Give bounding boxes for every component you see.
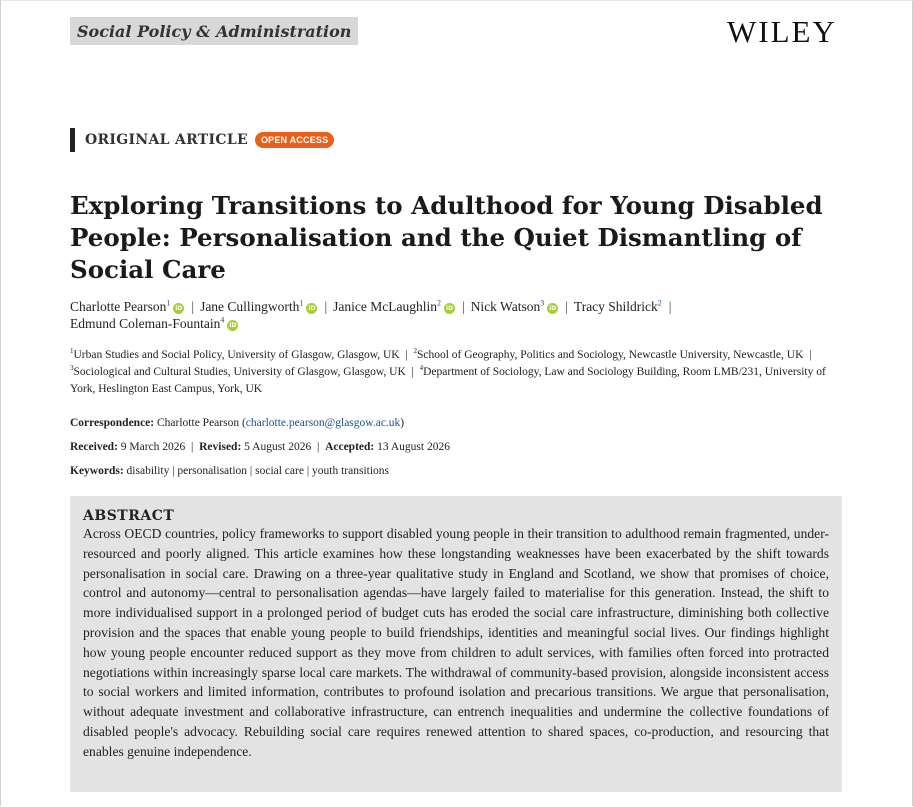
correspondence-email-link[interactable]: charlotte.pearson@glasgow.ac.uk	[245, 417, 401, 429]
affiliation-number: 1	[70, 347, 74, 356]
keyword[interactable]: youth transitions	[312, 465, 390, 477]
accepted-date: 13 August 2026	[377, 441, 450, 453]
orcid-icon[interactable]: iD	[549, 305, 557, 312]
author-affiliation-ref[interactable]: 2	[436, 298, 441, 308]
orcid-icon[interactable]: iD	[308, 305, 316, 312]
author-name[interactable]: Edmund Coleman-Fountain	[70, 316, 221, 331]
article-type-label: ORIGINAL ARTICLE	[85, 132, 248, 148]
affiliation-text: School of Geography, Politics and Sociology, Newcastle University, Newcastle, UK	[416, 349, 804, 361]
separator: |	[314, 441, 323, 453]
article-type-header	[70, 128, 334, 152]
author-name[interactable]: Jane Cullingworth	[200, 299, 300, 314]
type-bar-icon	[70, 128, 75, 152]
author-name[interactable]: Janice McLaughlin	[333, 299, 437, 314]
affiliations	[70, 347, 840, 398]
separator: |	[408, 366, 417, 378]
author[interactable]	[471, 299, 559, 314]
affiliation-text: Urban Studies and Social Policy, University of Glasgow, Glasgow, UK	[73, 349, 400, 361]
publisher-logo[interactable]: WILEY	[727, 14, 837, 49]
affiliation-text: Sociological and Cultural Studies, University of Glasgow, Glasgow, UK	[73, 366, 406, 378]
separator: |	[565, 299, 568, 314]
keyword[interactable]: social care	[255, 465, 304, 477]
article-dates	[70, 441, 840, 453]
journal-name[interactable]: Social Policy & Administration	[70, 17, 358, 45]
author[interactable]	[70, 299, 184, 314]
author-affiliation-ref[interactable]: 1	[166, 298, 171, 308]
abstract-text: Across OECD countries, policy frameworks to support disabled young people in their transition to adulthood remain fragmented, under-resourced and poorly aligned. This article examines how these longstanding weaknesses have been exacerbated by the shift towards personalisation in social care. Drawing on a three-year qualitative study in England and Scotland, we show that promises of choice, control and autonomy—central to personalisation agendas—have largely failed to materialise for this generation. Instead, the shift to more individualised support in a prolonged period of budget cuts has eroded the social care infrastructure, diminishing both collective provision and the spaces that enable young people to build friendships, identities and meaningful social lives. Our findings highlight how young people encounter reduced support as they move from children to adult services, with families often forced into protracted negotiations within increasingly sparse local care markets. The withdrawal of community-based provision, alongside inconsistent access to social workers and limited information, contributes to profound isolation and precarious transitions. We argue that personalisation, without adequate investment and collaborative infrastructure, can entrench inequalities and undermine the collective foundations of disabled people's advocacy. Rebuilding social care requires renewed attention to shared spaces, co-production, and resourcing that enables genuine independence.	[83, 526, 829, 759]
revised-label: Revised:	[199, 441, 242, 453]
abstract-section	[70, 496, 842, 792]
affiliation-number: 3	[70, 364, 74, 373]
author[interactable]	[333, 299, 455, 314]
author-affiliation-ref[interactable]: 1	[299, 298, 304, 308]
correspondence: Correspondence: Charlotte Pearson (charlotte.pearson@glasgow.ac.uk)	[70, 417, 405, 429]
received-date: 9 March 2026	[120, 441, 186, 453]
affiliation-text: Department of Sociology, Law and Sociology Building, Room LMB/231, University of York, Heslington East Campus, York, UK	[70, 366, 826, 395]
separator: |	[806, 349, 815, 361]
abstract-heading: ABSTRACT	[83, 508, 175, 524]
separator: |	[324, 299, 328, 314]
keyword[interactable]: disability	[126, 465, 170, 477]
author-name[interactable]: Nick Watson	[470, 299, 541, 314]
orcid-icon[interactable]: iD	[445, 305, 453, 312]
affiliation-number: 4	[419, 364, 424, 373]
separator: |	[461, 299, 465, 314]
keywords: Keywords: disability | personalisation | social care | youth transitions	[70, 465, 390, 477]
article-title: Exploring Transitions to Adulthood for Young Disabled People: Personalisation and the Quiet Dismantling of Social Care	[70, 191, 823, 284]
author-list	[70, 298, 840, 332]
separator: |	[402, 349, 411, 361]
author-name[interactable]: Tracy Shildrick	[573, 299, 658, 314]
author[interactable]	[200, 299, 317, 314]
open-access-badge[interactable]: OPEN ACCESS	[255, 132, 334, 148]
keyword[interactable]: personalisation	[177, 465, 248, 477]
author[interactable]	[574, 299, 662, 314]
separator: |	[188, 441, 197, 453]
correspondence-label: Correspondence:	[70, 417, 155, 429]
author-name[interactable]: Charlotte Pearson	[70, 299, 167, 314]
revised-date: 5 August 2026	[244, 441, 312, 453]
separator: |	[191, 299, 195, 314]
author-affiliation-ref[interactable]: 3	[540, 298, 545, 308]
separator: |	[668, 299, 672, 314]
orcid-icon[interactable]: iD	[175, 305, 183, 312]
author[interactable]	[70, 316, 238, 331]
received-label: Received:	[70, 441, 118, 453]
author-affiliation-ref[interactable]: 4	[220, 315, 225, 325]
correspondence-name: Charlotte Pearson	[157, 417, 240, 429]
accepted-label: Accepted:	[325, 441, 375, 453]
keywords-label: Keywords:	[70, 465, 124, 477]
author-affiliation-ref[interactable]: 2	[657, 298, 662, 308]
orcid-icon[interactable]: iD	[229, 322, 237, 329]
affiliation-number: 2	[413, 347, 417, 356]
